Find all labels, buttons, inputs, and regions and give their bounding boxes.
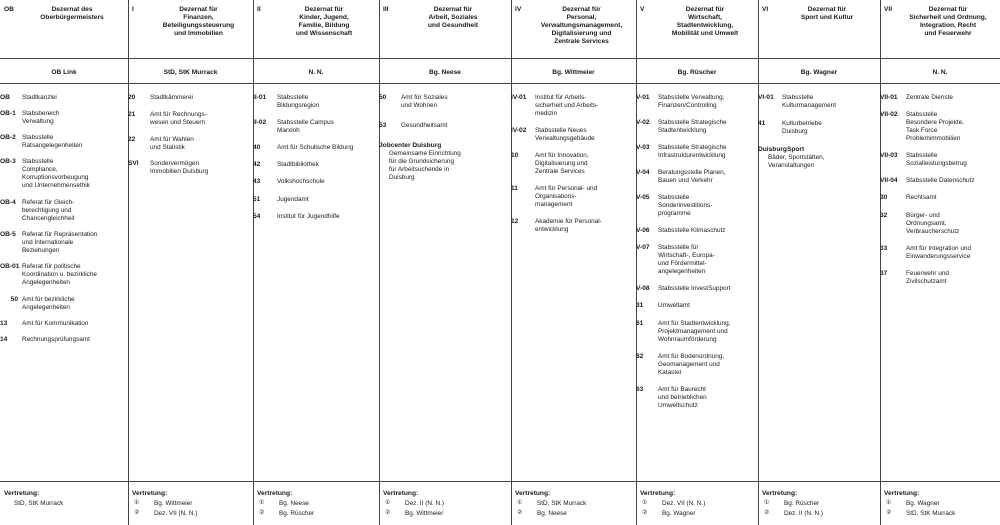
department-column xyxy=(128,0,253,525)
unit-item xyxy=(253,213,379,221)
unit-code: 50 xyxy=(10,296,18,304)
department-head: Bg. Wittmeier xyxy=(552,69,595,76)
unit-code: IV-02 xyxy=(511,127,527,134)
department-title: Dezernat des Oberbürgermeisters xyxy=(40,6,104,22)
unit-code: 30 xyxy=(880,194,888,202)
department-header xyxy=(253,6,379,56)
vertretung-block xyxy=(379,490,511,518)
department-number: IV xyxy=(515,6,522,13)
unit-item xyxy=(0,320,128,328)
department-column xyxy=(253,0,379,525)
department-column xyxy=(0,0,128,525)
unit-list xyxy=(0,94,128,353)
unit-item xyxy=(636,320,758,344)
unit-name: Beratungsstelle Planen, Bauen und Verkehr xyxy=(658,169,726,184)
unit-name: Rechtsamt xyxy=(906,194,937,202)
unit-code: 33 xyxy=(880,244,888,252)
vertretung-block xyxy=(0,490,128,508)
vertretung-row xyxy=(758,510,880,518)
unit-list xyxy=(511,94,636,243)
unit-item xyxy=(379,94,511,110)
unit-name: Stadtbibliothek xyxy=(277,161,319,169)
unit-code: VII-03 xyxy=(880,152,898,160)
unit-name: Gesundheitsamt xyxy=(401,122,448,129)
department-header xyxy=(511,6,636,56)
unit-description: Gemeinsame Einrichtung für die Grundsicherung für Arbeitsuchende in Duisburg xyxy=(389,150,461,182)
unit-code: 11 xyxy=(511,185,518,192)
department-number: VII xyxy=(884,6,893,13)
unit-code: II-01 xyxy=(253,94,267,101)
unit-name: Amt für Personal- und Organisations- management xyxy=(535,185,598,208)
unit-item xyxy=(758,94,880,110)
unit-code: 10 xyxy=(511,152,519,159)
unit-name: Sondervermögen Immobilien Duisburg xyxy=(150,160,209,176)
vertretung-row xyxy=(128,510,253,518)
unit-name: Amt für Stadtentwicklung, Projektmanagement und Wohnraumförderung xyxy=(658,319,731,343)
unit-item xyxy=(253,161,379,169)
vertretung-block xyxy=(880,490,1000,518)
unit-name: Referat für Gleich- berechtigung und Chancengleichheit xyxy=(22,199,75,223)
vertretung-rank-marker: ① xyxy=(385,500,391,507)
unit-name: Stabsstelle Kulturmanagement xyxy=(782,94,836,109)
unit-item xyxy=(880,245,1000,261)
vertretung-name: Dez. II (N. N.) xyxy=(405,500,445,508)
vertretung-block xyxy=(636,490,758,518)
department-number: V xyxy=(640,6,645,13)
unit-name: Stabsstelle Sonderinvestitions- programme xyxy=(658,194,713,217)
department-head: Bg. Wagner xyxy=(800,69,838,76)
department-header xyxy=(880,6,1000,56)
unit-name: Stabsstelle Besondere Projekte, Task Force Problemimmobilien xyxy=(906,111,964,143)
unit-item xyxy=(0,199,128,223)
unit-item xyxy=(880,177,1000,185)
unit-name: Bürger- und Ordnungsamt, Verbraucherschutz xyxy=(906,211,960,235)
unit-name: Stabsstelle Klimaschutz xyxy=(658,227,726,234)
vertretung-rank-marker: ① xyxy=(886,500,892,507)
unit-code: OB xyxy=(0,94,10,101)
department-head: OB Link xyxy=(51,69,77,76)
department-header xyxy=(758,6,880,56)
department-column xyxy=(379,0,511,525)
vertretung-name: Dez. VII (N. N.) xyxy=(662,500,706,508)
unit-code: 12 xyxy=(511,218,519,225)
unit-description: Bäder, Sportstätten, Veranstaltungen xyxy=(768,154,825,170)
unit-code: 20 xyxy=(128,94,136,101)
department-header xyxy=(0,6,128,56)
unit-item xyxy=(0,231,128,255)
unit-item xyxy=(880,111,1000,143)
unit-code: IV-01 xyxy=(511,94,527,101)
unit-item xyxy=(511,185,636,209)
unit-item xyxy=(0,296,128,312)
vertretung-label: Vertretung: xyxy=(640,490,676,497)
unit-item xyxy=(758,146,880,170)
unit-name: Institut für Arbeits- sicherheit und Arbeits- medizin xyxy=(535,94,599,117)
unit-item xyxy=(128,94,253,102)
unit-item xyxy=(0,110,128,126)
unit-name: Institut für Jugendhilfe xyxy=(277,212,340,220)
department-column xyxy=(636,0,758,525)
unit-name: Stadtkämmerei xyxy=(150,94,193,101)
unit-name: Amt für Wahlen und Statistik xyxy=(150,136,194,152)
vertretung-row xyxy=(511,510,636,518)
department-title: Dezernat für Personal, Verwaltungsmanagement, Digitalisierung und Zentrale Services xyxy=(540,6,623,46)
unit-code: VI-01 xyxy=(758,94,774,101)
department-number: III xyxy=(383,6,389,13)
unit-header: Jobcenter Duisburg xyxy=(379,142,442,150)
vertretung-row xyxy=(636,500,758,508)
vertretung-rank-marker: ② xyxy=(764,510,770,517)
vertretung-name: Bg. Wittmeier xyxy=(405,510,444,518)
vertretung-name: Bg. Wagner xyxy=(662,510,696,518)
unit-item xyxy=(880,94,1000,102)
unit-name: Stabsstelle Strategische Infrastrukturentwicklung xyxy=(658,144,727,159)
vertretung-rank-marker: ② xyxy=(385,510,391,517)
unit-item xyxy=(253,178,379,186)
unit-name: Umweltamt xyxy=(658,302,690,310)
unit-code: 41 xyxy=(758,120,766,127)
unit-code: VII-01 xyxy=(880,94,898,101)
unit-item xyxy=(636,353,758,377)
unit-item xyxy=(379,122,511,130)
unit-name: Stabsstelle für Wirtschaft-, Europa- und Fördermittel- angelegenheiten xyxy=(658,244,715,276)
unit-name: Amt für Rechnungs- wesen und Steuern xyxy=(150,111,207,127)
department-title: Dezernat für Arbeit, Soziales und Gesundheit xyxy=(427,6,479,30)
unit-item xyxy=(128,160,253,176)
unit-name: Amt für Innovation, Digitalisierung und Zentrale Services xyxy=(535,152,589,175)
department-column xyxy=(880,0,1000,525)
unit-code: 54 xyxy=(253,212,261,220)
unit-name: Amt für Kommunikation xyxy=(22,320,89,328)
vertretung-name: Bg. Wittmeier xyxy=(154,500,193,508)
unit-code: OB-4 xyxy=(0,199,16,207)
department-title: Dezernat für Sport und Kultur xyxy=(800,6,854,22)
unit-code: 21 xyxy=(128,111,136,119)
unit-code: VII-02 xyxy=(880,111,898,119)
unit-code: 63 xyxy=(636,385,644,393)
unit-item xyxy=(880,270,1000,286)
unit-name: Stabsstelle Compliance, Korruptionsvorbeugung und Unternehmensethik xyxy=(22,158,90,190)
department-head: Bg. Rüscher xyxy=(677,69,717,76)
vertretung-row xyxy=(511,500,636,508)
unit-code: V-03 xyxy=(636,144,650,151)
unit-code: V-04 xyxy=(636,169,650,176)
unit-item xyxy=(636,169,758,185)
unit-name: Stadtkanzlei xyxy=(22,94,57,101)
unit-name: Stabsstelle Campus Marxloh xyxy=(277,119,334,134)
unit-list xyxy=(880,94,1000,295)
unit-code: V-07 xyxy=(636,244,650,252)
vertretung-row xyxy=(253,510,379,518)
vertretung-block xyxy=(758,490,880,518)
unit-item xyxy=(758,120,880,136)
vertretung-row xyxy=(379,500,511,508)
unit-code: 22 xyxy=(128,136,136,144)
vertretung-block xyxy=(511,490,636,518)
unit-item xyxy=(0,94,128,102)
department-head: Bg. Neese xyxy=(429,69,461,76)
department-number: VI xyxy=(762,6,769,13)
vertretung-block xyxy=(128,490,253,518)
unit-item xyxy=(636,285,758,293)
unit-item xyxy=(636,119,758,135)
unit-name: Stabsstelle Datenschutz xyxy=(906,177,975,185)
vertretung-name: Bg. Wagner xyxy=(906,500,940,508)
unit-item xyxy=(511,218,636,234)
unit-code: 50 xyxy=(379,94,387,101)
vertretung-label: Vertretung: xyxy=(4,490,40,497)
unit-code: V-01 xyxy=(636,94,650,101)
vertretung-row xyxy=(128,500,253,508)
unit-item xyxy=(636,94,758,110)
unit-name: Akademie für Personal- entwicklung xyxy=(535,218,602,233)
department-title: Dezernat für Kinder, Jugend, Familie, Bildung und Wissenschaft xyxy=(295,6,353,38)
unit-name: Stabsstelle Neues Verwaltungsgebäude xyxy=(535,127,595,142)
unit-item xyxy=(128,136,253,152)
department-title: Dezernat für Finanzen, Beteiligungssteuerung und Immobilien xyxy=(162,6,235,38)
unit-code: 53 xyxy=(379,122,387,129)
unit-name: Stabsstelle InvestSupport xyxy=(658,285,731,293)
vertretung-label: Vertretung: xyxy=(132,490,168,497)
vertretung-name: StD, StK Murrack xyxy=(906,510,956,518)
department-column xyxy=(758,0,880,525)
unit-item xyxy=(0,134,128,150)
unit-name: Rechnungsprüfungsamt xyxy=(22,336,90,344)
unit-list xyxy=(128,94,253,184)
unit-code: 42 xyxy=(253,161,261,169)
department-header xyxy=(128,6,253,56)
unit-item xyxy=(636,227,758,235)
vertretung-rank-marker: ② xyxy=(517,510,523,517)
vertretung-rank-marker: ② xyxy=(134,510,140,517)
unit-name: Amt für Baurecht und betrieblichen Umweltschutz xyxy=(658,385,707,409)
department-column xyxy=(511,0,636,525)
vertretung-name: StD, StK Murrack xyxy=(14,500,64,508)
unit-item xyxy=(253,144,379,152)
vertretung-row xyxy=(880,510,1000,518)
unit-name: Stabsstelle Sozialleistungsbetrug xyxy=(906,152,967,168)
unit-code: OB-1 xyxy=(0,110,16,118)
unit-item xyxy=(880,194,1000,202)
unit-name: Stabsstelle Strategische Stadtentwicklung xyxy=(658,119,727,134)
unit-code: OB-01 xyxy=(0,263,20,271)
vertretung-rank-marker: ② xyxy=(642,510,648,517)
vertretung-rank-marker: ① xyxy=(259,500,265,507)
unit-item xyxy=(0,336,128,344)
department-title: Dezernat für Wirtschaft, Stadtentwicklung, Mobilität und Umwelt xyxy=(671,6,739,38)
unit-code: V-06 xyxy=(636,227,650,234)
unit-name: Amt für bezirkliche Angelegenheiten xyxy=(22,296,75,312)
department-head: N. N. xyxy=(308,69,324,76)
unit-name: Amt für Bodenordnung, Geomanagement und Kataster xyxy=(658,352,725,376)
unit-list xyxy=(253,94,379,230)
unit-name: Kulturbetriebe Duisburg xyxy=(782,120,822,135)
unit-code: II-02 xyxy=(253,119,267,126)
unit-code: OB-3 xyxy=(0,158,16,166)
unit-code: 32 xyxy=(880,211,888,219)
department-number: II xyxy=(257,6,261,13)
unit-code: SVI xyxy=(128,160,139,168)
unit-code: V-08 xyxy=(636,285,650,293)
unit-item xyxy=(0,263,128,287)
unit-code: 14 xyxy=(0,336,8,344)
vertretung-row xyxy=(636,510,758,518)
unit-item xyxy=(511,127,636,143)
unit-item xyxy=(880,212,1000,236)
unit-item xyxy=(636,386,758,410)
unit-code: 62 xyxy=(636,352,644,360)
unit-name: Amt für Schulische Bildung xyxy=(277,144,354,151)
department-header xyxy=(379,6,511,56)
vertretung-row xyxy=(253,500,379,508)
vertretung-row xyxy=(880,500,1000,508)
unit-name: Zentrale Dienste xyxy=(906,94,953,101)
unit-item xyxy=(0,158,128,190)
department-number: OB xyxy=(4,6,14,13)
unit-list xyxy=(379,94,511,190)
unit-code: 43 xyxy=(253,178,261,186)
vertretung-rank-marker: ② xyxy=(259,510,265,517)
unit-item xyxy=(511,152,636,176)
unit-code: VII-04 xyxy=(880,177,898,185)
department-head: N. N. xyxy=(932,69,948,76)
unit-name: Stabsstelle Verwaltung, Finanzen/Controlling xyxy=(658,94,725,109)
unit-item xyxy=(379,142,511,182)
unit-name: Feuerwehr und Zivilschutzamt xyxy=(906,269,949,285)
vertretung-name: Dez. II (N. N.) xyxy=(784,510,824,518)
unit-code: V-05 xyxy=(636,194,650,201)
unit-header: DuisburgSport xyxy=(758,146,805,153)
vertretung-block xyxy=(253,490,379,518)
unit-code: 51 xyxy=(253,195,261,203)
vertretung-name: Bg. Rüscher xyxy=(784,500,820,508)
unit-name: Amt für Soziales und Wohnen xyxy=(401,94,448,109)
department-title: Dezernat für Sicherheit und Ordnung, Integration, Recht und Feuerwehr xyxy=(909,6,987,38)
vertretung-label: Vertretung: xyxy=(257,490,293,497)
unit-item xyxy=(636,194,758,218)
vertretung-label: Vertretung: xyxy=(762,490,798,497)
unit-name: Stabsstelle Bildungsregion xyxy=(277,94,320,109)
unit-code: V-02 xyxy=(636,119,650,126)
vertretung-row xyxy=(0,500,128,508)
vertretung-name: Dez. VII (N. N.) xyxy=(154,510,198,518)
vertretung-rank-marker: ① xyxy=(517,500,523,507)
unit-code: OB-5 xyxy=(0,231,16,239)
unit-item xyxy=(128,111,253,127)
vertretung-name: Bg. Neese xyxy=(279,500,309,508)
unit-item xyxy=(511,94,636,118)
vertretung-rank-marker: ① xyxy=(642,500,648,507)
unit-item xyxy=(636,302,758,310)
unit-name: Stabsbereich Verwaltung xyxy=(22,110,60,126)
unit-name: Volkshochschule xyxy=(277,178,325,186)
unit-code: 61 xyxy=(636,319,644,327)
unit-name: Referat für Repräsentation und Internationale Beziehungen xyxy=(22,231,98,255)
unit-item xyxy=(880,152,1000,168)
unit-item xyxy=(253,94,379,110)
vertretung-label: Vertretung: xyxy=(515,490,551,497)
unit-item xyxy=(253,119,379,135)
unit-list xyxy=(758,94,880,178)
vertretung-row xyxy=(758,500,880,508)
unit-code: OB-2 xyxy=(0,134,16,142)
unit-list xyxy=(636,94,758,419)
unit-code: 37 xyxy=(880,269,888,277)
unit-item xyxy=(253,196,379,204)
vertretung-name: Bg. Neese xyxy=(537,510,567,518)
vertretung-rank-marker: ② xyxy=(886,510,892,517)
vertretung-rank-marker: ① xyxy=(764,500,770,507)
unit-code: 40 xyxy=(253,144,261,151)
vertretung-name: StD, StK Murrack xyxy=(537,500,587,508)
unit-name: Jugendamt xyxy=(277,195,309,203)
unit-item xyxy=(636,144,758,160)
vertretung-label: Vertretung: xyxy=(383,490,419,497)
unit-name: Amt für Integration und Einwanderungsservice xyxy=(906,244,972,260)
unit-item xyxy=(636,244,758,276)
vertretung-name: Bg. Rüscher xyxy=(279,510,315,518)
unit-name: Stabsstelle Ratsangelegenheiten xyxy=(22,134,83,150)
department-header xyxy=(636,6,758,56)
unit-code: 13 xyxy=(0,320,8,328)
unit-code: 31 xyxy=(636,302,644,310)
department-number: I xyxy=(132,6,134,13)
vertretung-label: Vertretung: xyxy=(884,490,920,497)
vertretung-rank-marker: ① xyxy=(134,500,140,507)
department-head: StD, StK Murrack xyxy=(163,69,218,76)
vertretung-row xyxy=(379,510,511,518)
unit-name: Referat für politische Koordination u. bezirkliche Angelegenheiten xyxy=(22,263,97,287)
